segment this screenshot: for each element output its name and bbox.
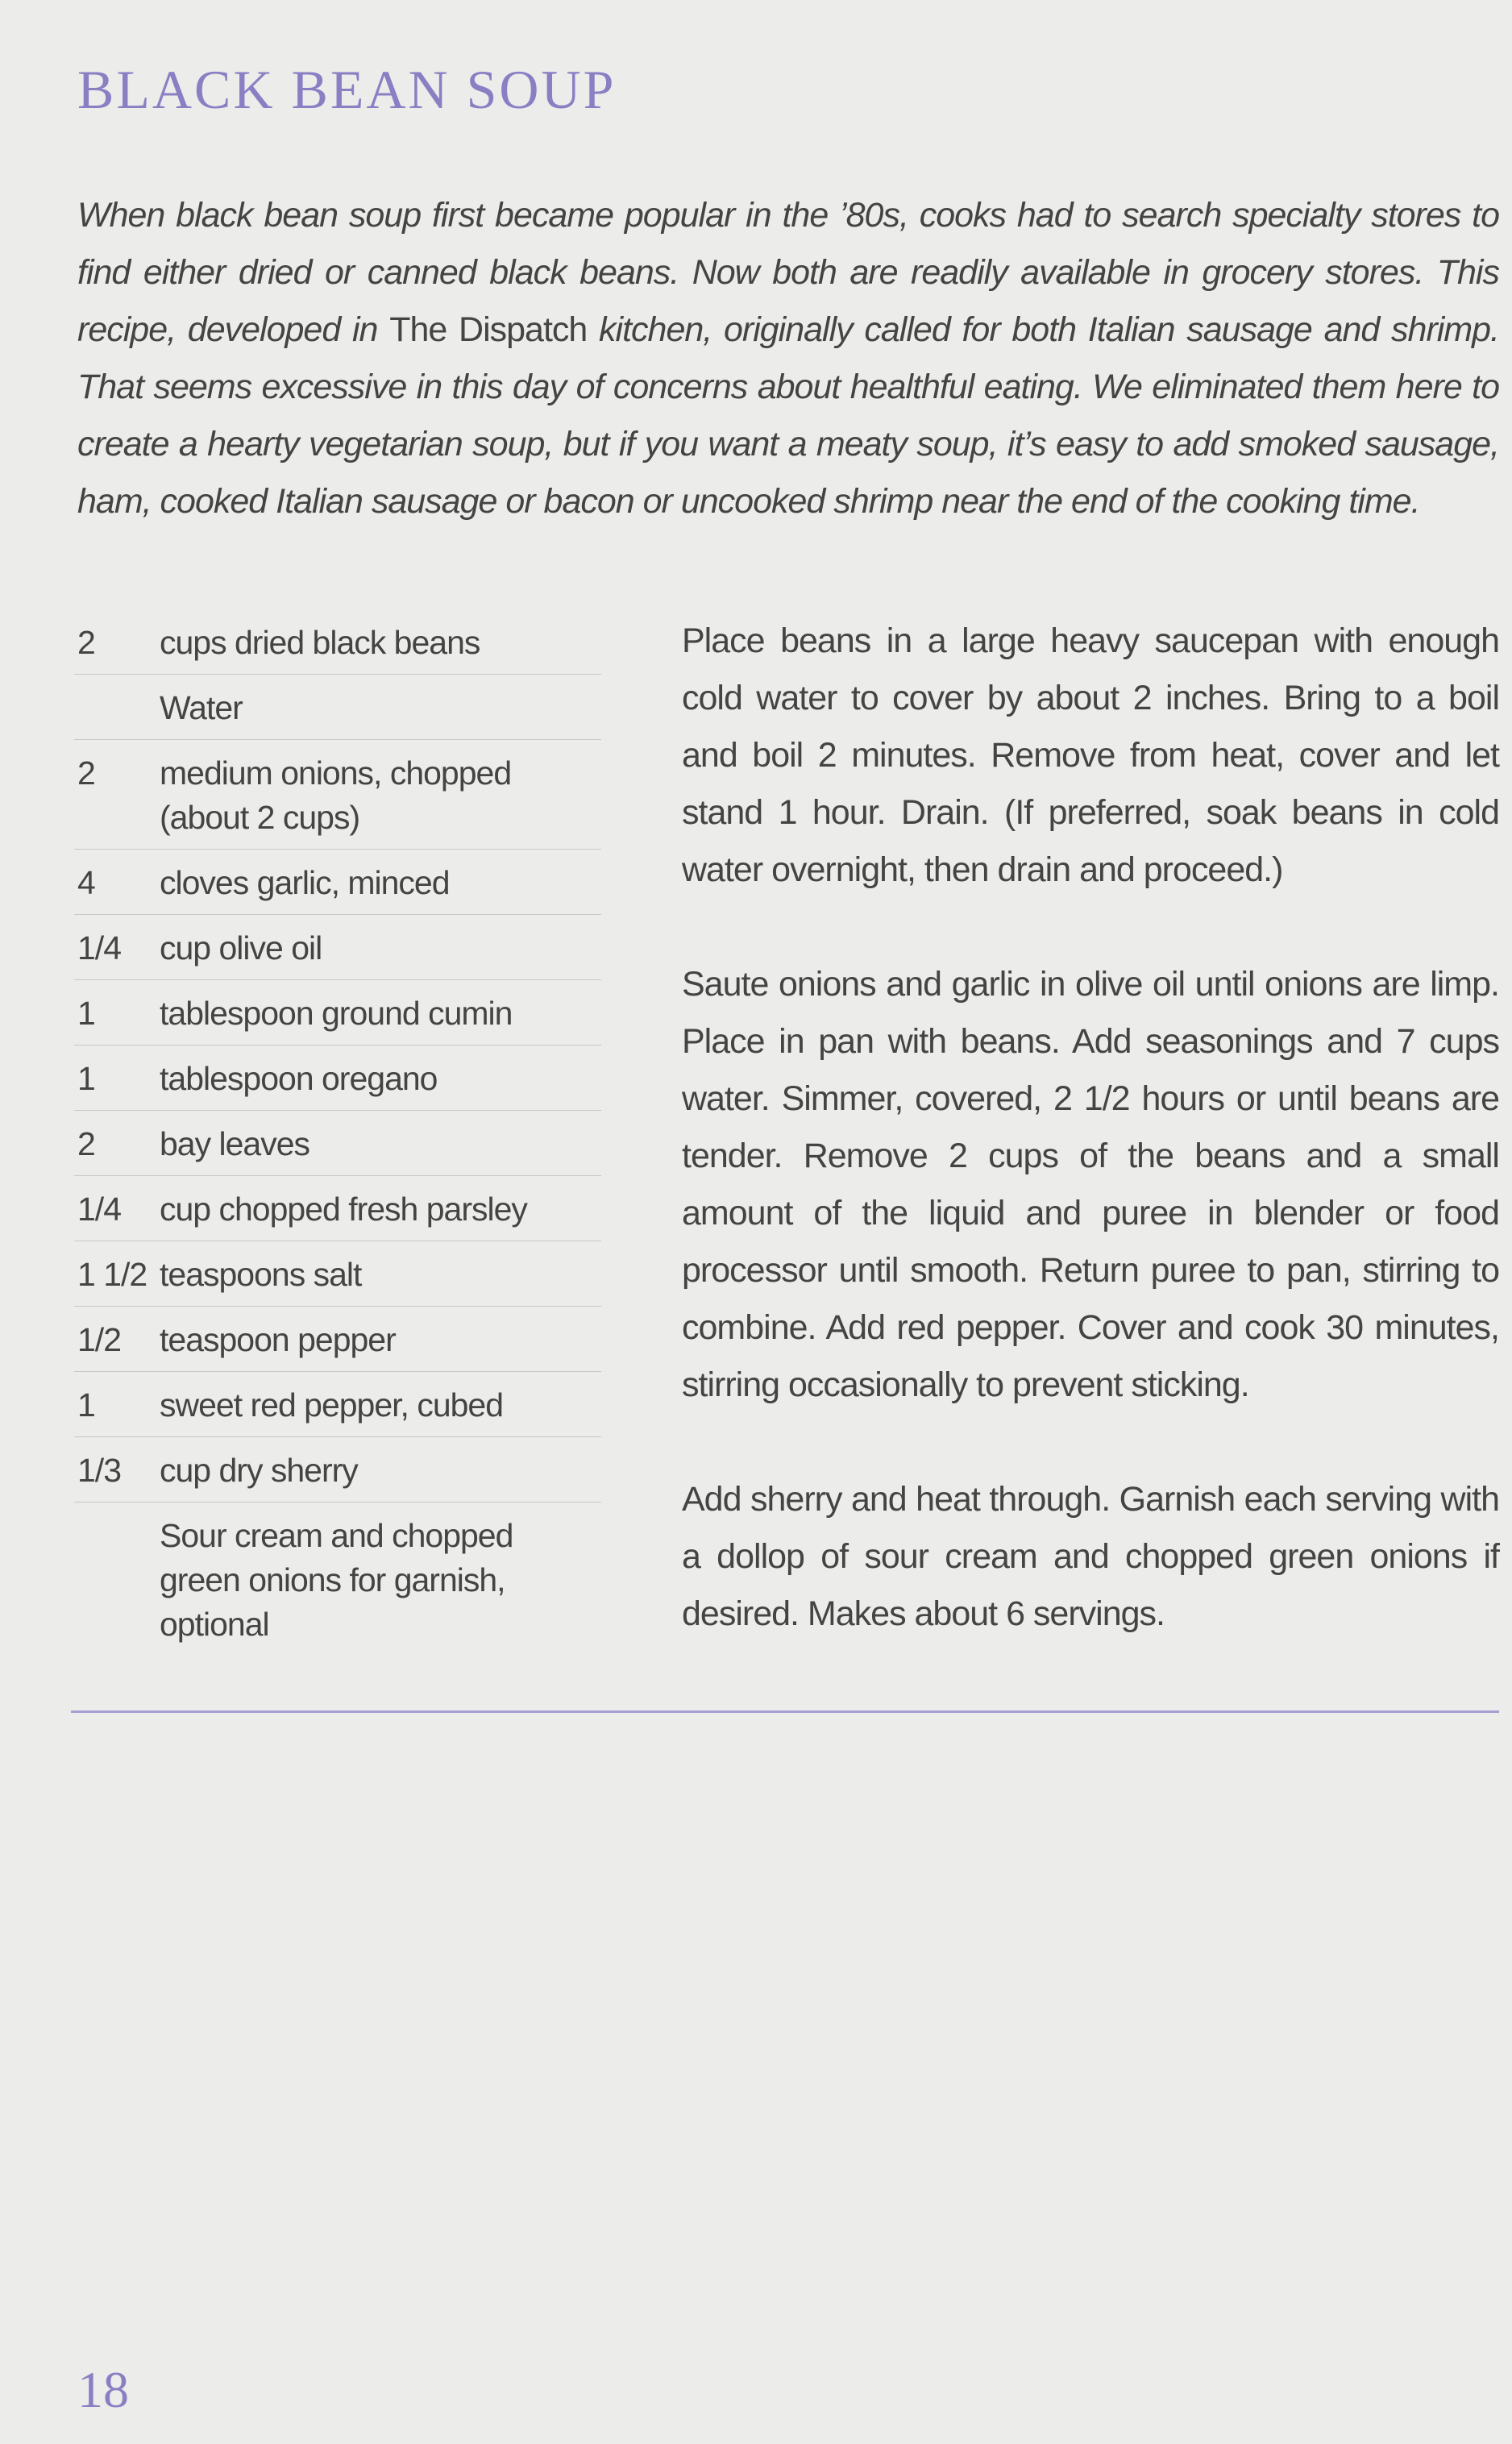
ingredient-quantity: 1/4 (77, 929, 121, 966)
ingredient-row (74, 1503, 601, 1656)
ingredient-name: sweet red pepper, cubed (160, 1386, 504, 1424)
ingredient-row (74, 675, 601, 740)
recipe-title: BLACK BEAN SOUP (77, 59, 617, 120)
direction-step: Place beans in a large heavy saucepan with enough cold water to cover by about 2 inches. Bring to a boil and boil 2 minutes. Remove from heat, cover and let stand 1 hour. Drain. (If preferred, soak beans in cold water overnight, then drain and proceed.) (682, 621, 1499, 889)
ingredient-row (74, 1372, 601, 1437)
ingredient-quantity: 1 (77, 995, 95, 1032)
intro-text-part1: When black bean soup first became popular in the ’80s, cooks had to search specialty stores to find either dried or canned black beans. Now both are readily available in grocery stores. This recipe, developed in (77, 196, 1499, 349)
ingredient-name: cup olive oil (160, 929, 322, 966)
ingredient-name: bay leaves (160, 1125, 310, 1162)
intro-text-part2: kitchen, originally called for both Italian sausage and shrimp. That seems excessive in this day of concerns about healthful eating. We eliminated them here to create a hearty vegetarian soup, but if you want a meaty soup, it’s easy to add smoked sausage, ham, cooked Italian sausage or bacon or uncooked shrimp near the end of the cooking time. (77, 310, 1500, 521)
ingredient-quantity: 2 (77, 754, 95, 792)
ingredient-name: Water (160, 689, 243, 726)
page-number: 18 (77, 2361, 129, 2418)
ingredient-name: tablespoon oregano (160, 1060, 438, 1097)
recipe-intro (77, 187, 1499, 530)
ingredient-row (74, 1307, 601, 1372)
ingredient-quantity: 4 (77, 864, 95, 901)
ingredient-row (74, 915, 601, 980)
ingredient-row (74, 1241, 601, 1307)
ingredient-quantity: 1 (77, 1060, 95, 1097)
ingredient-quantity: 1 1/2 (77, 1256, 147, 1293)
ingredient-name: teaspoons salt (160, 1256, 362, 1293)
ingredient-row (74, 1045, 601, 1111)
ingredient-quantity: 1 (77, 1386, 95, 1424)
section-divider (71, 1710, 1499, 1713)
ingredient-name: cup dry sherry (160, 1452, 358, 1489)
ingredient-quantity: 2 (77, 1125, 95, 1162)
ingredient-quantity: 1/4 (77, 1191, 121, 1228)
ingredient-row (74, 850, 601, 915)
ingredient-quantity: 1/2 (77, 1321, 121, 1358)
direction-step: Saute onions and garlic in olive oil until onions are limp. Place in pan with beans. Add seasonings and 7 cups water. Simmer, covered, 2 1/2 hours or until beans are tender. Remove 2 cups of the beans and a small amount of the liquid and puree in blender or food processor until smooth. Return puree to pan, stirring to combine. Add red pepper. Cover and cook 30 minutes, stirring occasionally to prevent sticking. (682, 965, 1499, 1404)
ingredient-name: cloves garlic, minced (160, 864, 450, 901)
ingredient-row (74, 980, 601, 1045)
ingredient-list (74, 609, 601, 1656)
ingredient-quantity: 2 (77, 624, 95, 661)
ingredient-name: cup chopped fresh parsley (160, 1191, 527, 1228)
intro-publication-name: The Dispatch (389, 310, 588, 349)
ingredient-row (74, 609, 601, 675)
ingredient-row (74, 740, 601, 850)
ingredient-quantity: 1/3 (77, 1452, 121, 1489)
ingredient-name: tablespoon ground cumin (160, 995, 513, 1032)
ingredient-name: cups dried black beans (160, 624, 480, 661)
ingredient-name: teaspoon pepper (160, 1321, 396, 1358)
ingredient-row (74, 1176, 601, 1241)
ingredient-name: medium onions, chopped (about 2 cups) (160, 754, 512, 836)
ingredient-row (74, 1111, 601, 1176)
recipe-directions (682, 613, 1499, 1700)
ingredient-name: Sour cream and chopped green onions for garnish, optional (160, 1517, 513, 1643)
direction-step: Add sherry and heat through. Garnish each serving with a dollop of sour cream and chopped green onions if desired. Makes about 6 servings. (682, 1480, 1499, 1633)
ingredient-row (74, 1437, 601, 1503)
